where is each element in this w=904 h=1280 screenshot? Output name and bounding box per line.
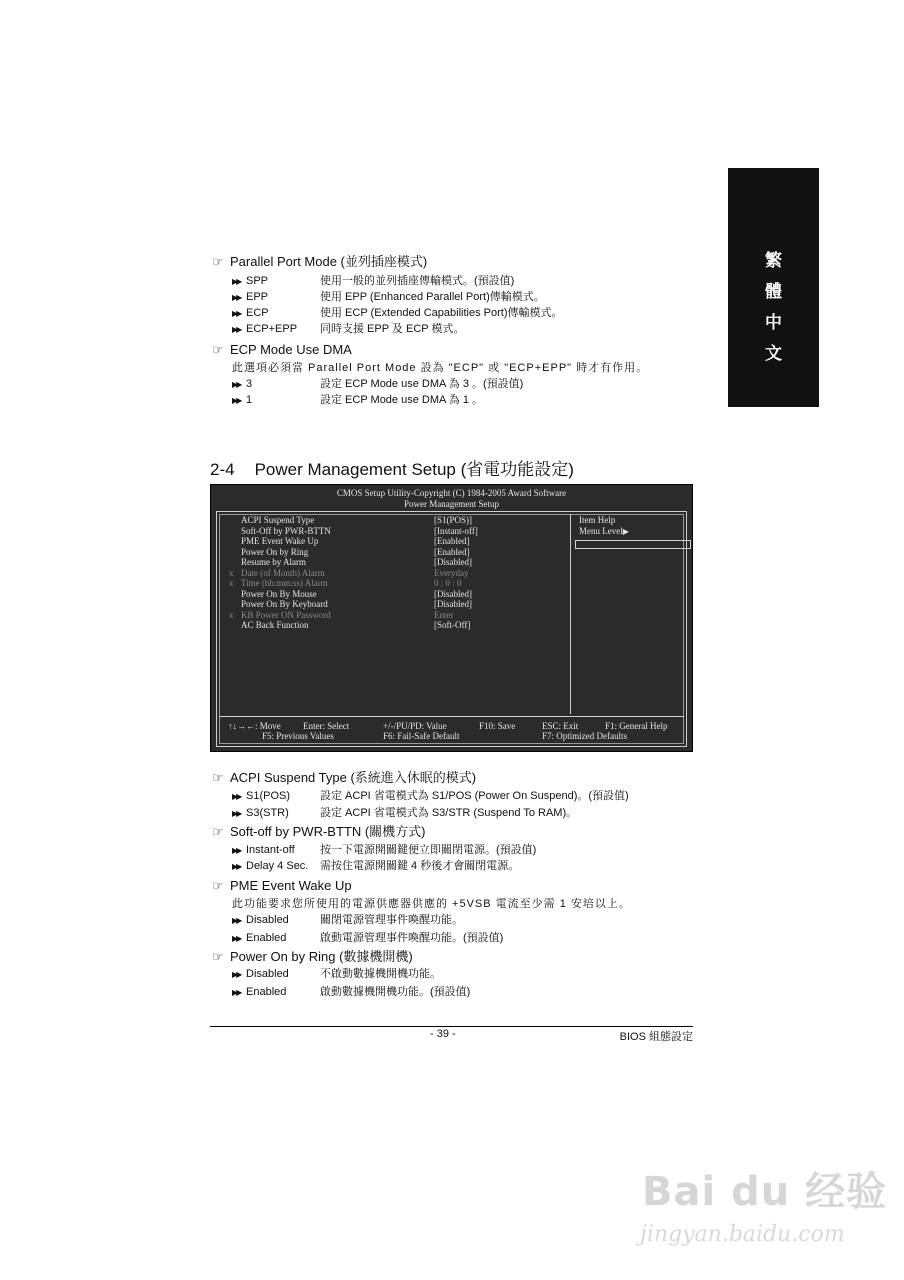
pointing-hand-icon: ☞ (212, 254, 224, 269)
option-desc: 不啟動數據機開機功能。 (320, 968, 441, 980)
footer-help: F1: General Help (605, 721, 668, 731)
double-arrow-icon: ▶▶ (232, 380, 241, 389)
option-row (232, 376, 692, 393)
option-desc: 設定 ECP Mode use DMA 為 3 。(預設值) (320, 378, 524, 390)
bios-item-flag: x (229, 578, 234, 588)
section-note: 此選項必須當 Parallel Port Mode 設為 "ECP" 或 "ECP+EPP" 時才有作用。 (232, 362, 649, 374)
section-pme-wake-up (212, 878, 352, 894)
heading-number: 2-4 (210, 460, 235, 479)
option-row (232, 858, 692, 875)
option-row (232, 788, 692, 805)
double-arrow-icon: ▶▶ (232, 988, 241, 997)
bios-item-value: [Soft-Off] (434, 620, 471, 630)
footer-exit: ESC: Exit (542, 721, 579, 731)
menu-level: Menu Level▶ (579, 525, 629, 536)
heading-title: Power Management Setup (省電功能設定) (254, 460, 574, 479)
section-title: Parallel Port Mode (並列插座模式) (230, 254, 428, 269)
option-row (232, 392, 692, 409)
option-desc: 啟動數據機開機功能。(預設值) (320, 986, 471, 998)
double-arrow-icon: ▶▶ (232, 293, 241, 302)
bios-item-value: [Enabled] (434, 536, 470, 546)
option-desc: 使用一般的並列插座傳輸模式。(預設值) (320, 275, 515, 287)
bios-screen (210, 484, 693, 752)
bios-item-name: Soft-Off by PWR-BTTN (241, 525, 331, 536)
footer-optimized: F7: Optimized Defaults (542, 731, 627, 741)
bios-item-name: Resume by Alarm (241, 557, 306, 567)
section-parallel-port-mode (212, 254, 427, 270)
watermark-url: jingyan.baidu.com (640, 1222, 845, 1247)
bios-item-value: Enter (434, 609, 454, 620)
item-help-title: Item Help (579, 515, 616, 525)
page-number: - 39 - (430, 1028, 456, 1040)
option-row (232, 805, 692, 822)
bios-item-value: Everyday (434, 567, 469, 578)
bios-item-name: ACPI Suspend Type (241, 515, 315, 525)
side-tab-char: 中 (765, 313, 782, 333)
option-desc: 設定 ACPI 省電模式為 S3/STR (Suspend To RAM)。 (320, 807, 578, 819)
bios-item-name: Time (hh:mm:ss) Alarm (241, 578, 328, 588)
bios-item-name: Power On By Mouse (241, 588, 317, 599)
double-arrow-icon: ▶▶ (232, 846, 241, 855)
bios-item-value: [Instant-off] (434, 525, 478, 536)
option-row (232, 966, 692, 983)
language-side-tab (728, 168, 819, 407)
pointing-hand-icon: ☞ (212, 770, 224, 785)
section-title: ECP Mode Use DMA (230, 342, 352, 357)
footer-value: +/-/PU/PD: Value (383, 721, 447, 731)
arrow-right-icon: ▶ (622, 526, 629, 536)
option-label: ECP (246, 307, 269, 319)
item-help-box (575, 540, 691, 549)
bios-item-value: [Disabled] (434, 557, 472, 567)
option-row (232, 842, 692, 859)
double-arrow-icon: ▶▶ (232, 970, 241, 979)
watermark-logo: Bai du 经验 (642, 1169, 888, 1215)
footer-rule (210, 1026, 693, 1027)
pointing-hand-icon: ☞ (212, 878, 224, 893)
bios-item-value: [S1(POS)] (434, 515, 473, 525)
option-desc: 設定 ACPI 省電模式為 S1/POS (Power On Suspend)。(預設值) (320, 790, 629, 802)
option-label: Disabled (246, 968, 289, 980)
bios-header-line2: Power Management Setup (404, 499, 499, 509)
section-ecp-mode-dma (212, 342, 352, 358)
option-label: Delay 4 Sec. (246, 860, 309, 872)
option-label: 3 (246, 378, 253, 390)
section-acpi-suspend-type (212, 770, 476, 786)
side-tab-char: 體 (765, 282, 782, 302)
option-desc: 同時支援 EPP 及 ECP 模式。 (320, 323, 465, 335)
side-tab-char: 文 (765, 344, 782, 364)
watermark (630, 1148, 900, 1278)
bios-item-flag: x (229, 567, 234, 578)
section-title: ACPI Suspend Type (系統進入休眠的模式) (230, 770, 477, 785)
option-label: Instant-off (246, 844, 295, 856)
bios-item-name: AC Back Function (241, 620, 309, 630)
double-arrow-icon: ▶▶ (232, 325, 241, 334)
option-label: SPP (246, 275, 269, 287)
section-power-on-by-ring (212, 949, 413, 965)
bios-divider (570, 514, 571, 714)
option-row (232, 321, 692, 338)
section-soft-off (212, 824, 426, 840)
option-label: EPP (246, 291, 269, 303)
bios-item-name: PME Event Wake Up (241, 536, 319, 546)
option-row (232, 305, 692, 322)
option-row (232, 273, 692, 290)
bios-header-line1: CMOS Setup Utility-Copyright (C) 1984-2005 Award Software (336, 488, 567, 498)
pointing-hand-icon: ☞ (212, 824, 224, 839)
option-desc: 需按住電源開關鍵 4 秒後才會關閉電源。 (320, 860, 520, 872)
bios-item-name: Date (of Month) Alarm (241, 567, 325, 578)
footer-save: F10: Save (479, 721, 516, 731)
option-label: Enabled (246, 986, 287, 998)
footer-failsafe: F6: Fail-Safe Default (383, 731, 460, 741)
double-arrow-icon: ▶▶ (232, 934, 241, 943)
bios-item-value: [Disabled] (434, 588, 472, 599)
footer-move: ↑↓→←: Move (228, 721, 281, 731)
side-tab-char: 繁 (765, 251, 782, 271)
double-arrow-icon: ▶▶ (232, 277, 241, 286)
footer-select: Enter: Select (303, 721, 350, 731)
section-title: PME Event Wake Up (230, 878, 352, 893)
footer-previous: F5: Previous Values (262, 731, 334, 741)
option-desc: 啟動電源管理事件喚醒功能。(預設值) (320, 932, 504, 944)
section-heading (210, 460, 574, 480)
option-desc: 設定 ECP Mode use DMA 為 1 。 (320, 394, 484, 406)
bios-item-value: [Enabled] (434, 546, 470, 557)
option-desc: 關閉電源管理事件喚醒功能。 (320, 914, 463, 926)
bios-item-value: 0 : 0 : 0 (434, 578, 462, 588)
double-arrow-icon: ▶▶ (232, 916, 241, 925)
pointing-hand-icon: ☞ (212, 949, 224, 964)
option-row (232, 289, 692, 306)
option-label: 1 (246, 394, 253, 406)
bios-item-value: [Disabled] (434, 599, 472, 609)
option-row (232, 930, 692, 947)
pointing-hand-icon: ☞ (212, 342, 224, 357)
double-arrow-icon: ▶▶ (232, 792, 241, 801)
option-desc: 使用 ECP (Extended Capabilities Port)傳輸模式。 (320, 307, 563, 319)
option-label: Disabled (246, 914, 289, 926)
double-arrow-icon: ▶▶ (232, 809, 241, 818)
bios-frame (216, 511, 687, 747)
option-label: Enabled (246, 932, 287, 944)
option-row (232, 984, 692, 1001)
option-desc: 按一下電源開關鍵便立即關閉電源。(預設值) (320, 844, 537, 856)
section-title: Soft-off by PWR-BTTN (關機方式) (230, 824, 426, 839)
option-label: ECP+EPP (246, 323, 298, 335)
section-note: 此功能要求您所使用的電源供應器供應的 +5VSB 電流至少需 1 安培以上。 (232, 898, 631, 910)
bios-item-name: Power On By Keyboard (241, 599, 328, 609)
double-arrow-icon: ▶▶ (232, 396, 241, 405)
section-title: Power On by Ring (數據機開機) (230, 949, 413, 964)
bios-divider (219, 716, 684, 717)
bios-item-name: KB Power ON Password (241, 609, 331, 620)
option-label: S1(POS) (246, 790, 291, 802)
option-row (232, 912, 692, 929)
option-desc: 使用 EPP (Enhanced Parallel Port)傳輸模式。 (320, 291, 545, 303)
bios-item-flag: x (229, 609, 234, 620)
bios-item-name: Power On by Ring (241, 546, 309, 557)
double-arrow-icon: ▶▶ (232, 309, 241, 318)
double-arrow-icon: ▶▶ (232, 862, 241, 871)
footer-chapter: BIOS 組態設定 (619, 1031, 693, 1043)
option-label: S3(STR) (246, 807, 289, 819)
